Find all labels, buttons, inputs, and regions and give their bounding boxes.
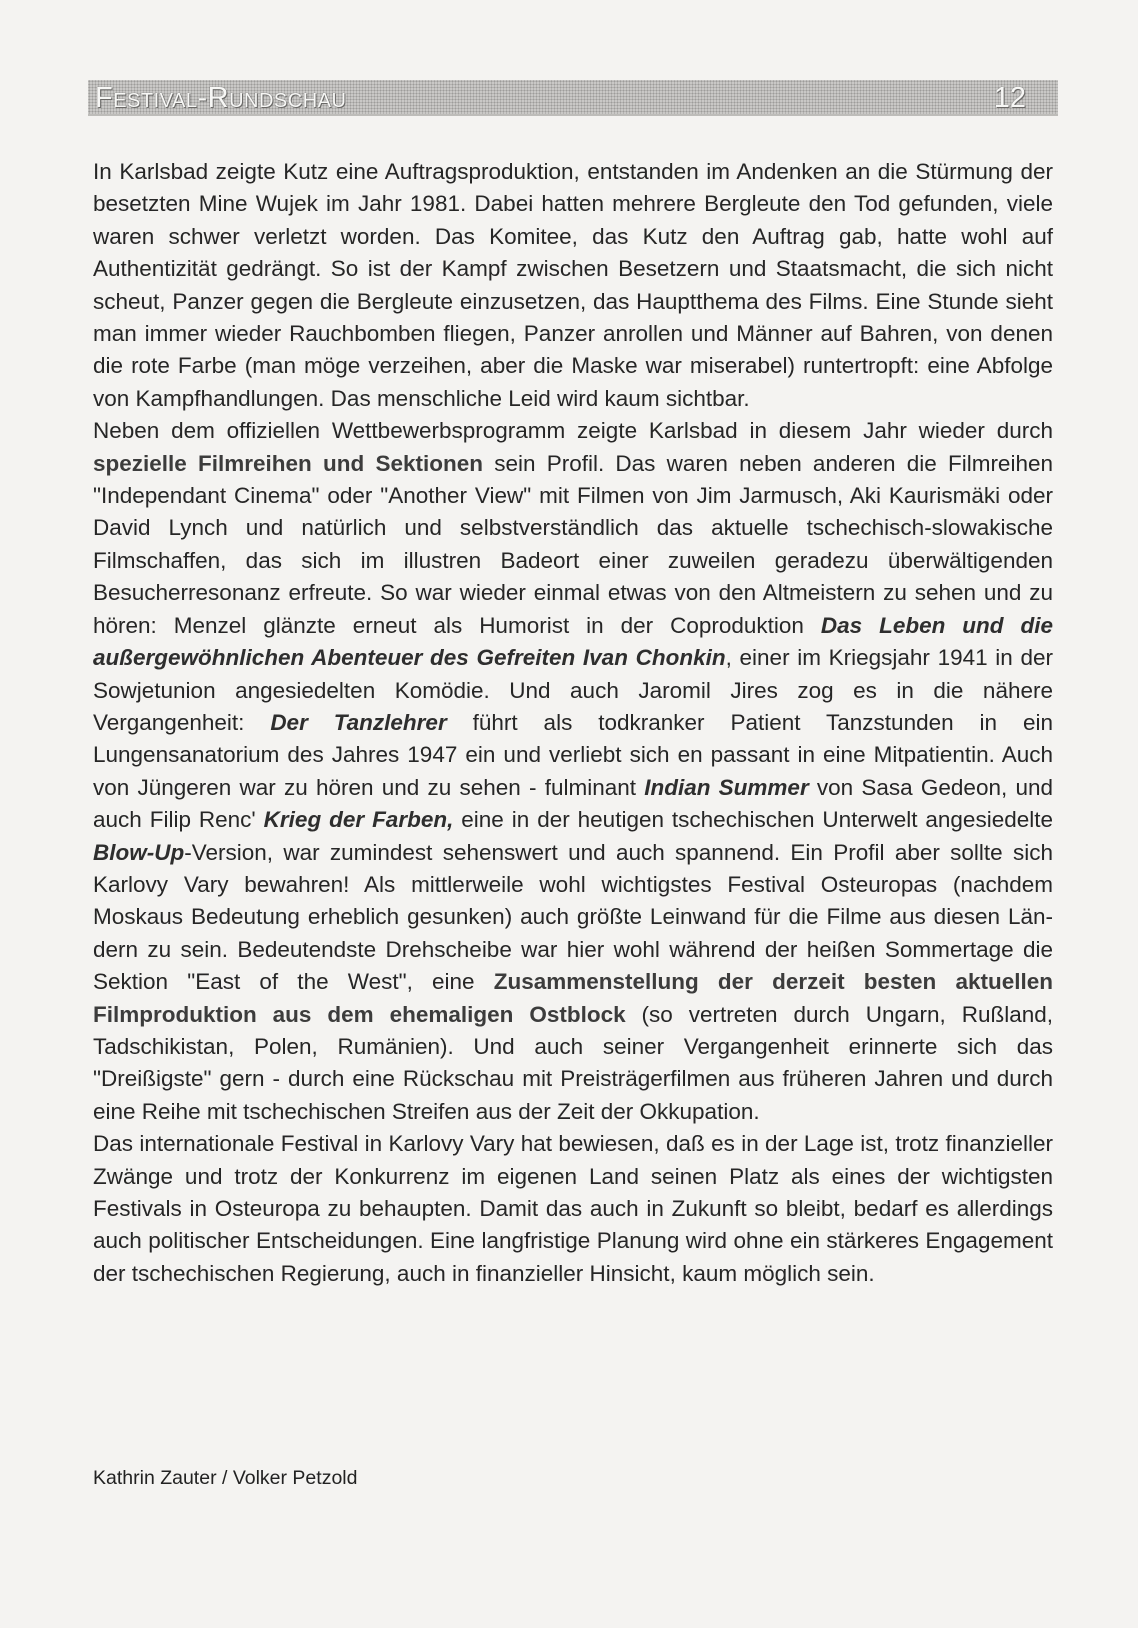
text-run: In Karlsbad zeigte Kutz eine Auftragsproduktion, entstanden im Andenken an die Stürmung der besetzten Mine Wujek im Jahr 1981. Dabei hatten mehrere Bergleute den Tod gefunden, viele waren schwer verletzt worden. Das Komitee, das Kutz den Auftrag gab, hatte wohl auf Authentizität gedrängt. So ist der Kampf zwischen Besetzern und Staatsmacht, die sich nicht scheut, Panzer gegen die Bergleute einzusetzen, das Hauptthema des Films. Eine Stunde sieht man immer wieder Rauchbomben fliegen, Panzer anrollen und Männer auf Bahren, von denen die rote Farbe (man möge verzeihen, aber die Maske war miserabel) runtertropft: eine Abfolge von Kampfhandlungen. Das menschliche Leid wird kaum sichtbar. [93, 159, 1053, 411]
text-run: Das internationale Festival in Karlovy Vary hat bewiesen, daß es in der Lage ist, trotz finanzieller Zwänge und trotz der Konkurrenz im eigenen Land seinen Platz als eines der wichtigsten Festivals in Osteuropa zu behaupten. Damit das auch in Zukunft so bleibt, bedarf es allerdings auch politischer Entscheidungen. Eine langfristige Planung wird ohne ein stärkeres Engagement der tschechischen Regierung, auch in finanzieller Hinsicht, kaum möglich sein. [93, 1131, 1053, 1286]
text-run: von Sasa Gedeon, und auch Filip Renc' [93, 774, 1053, 833]
bold-phrase: spezielle Filmreihen und Sektionen [93, 450, 483, 476]
article-body [93, 156, 1053, 1290]
film-title: Blow-Up [93, 839, 185, 865]
section-title: Festival-Rundschau [95, 82, 347, 114]
film-title: Das Leben und die außergewöhnlichen Abenteuer des Gefreiten Ivan Chonkin [93, 612, 1053, 671]
text-run: führt als todkranker Patient Tanzstunden in ein Lungensanatorium des Jahres 1947 ein und verliebt sich en passant in eine Mitpatientin. Auch von Jüngeren war zu hören und zu sehen - fulminant [93, 709, 1053, 800]
text-run: Neben dem offiziellen Wettbewerbsprogramm zeigte Karlsbad in diesem Jahr wieder durch [93, 418, 1053, 444]
film-title: Der Tanzlehrer [270, 709, 447, 735]
text-run: eine in der heutigen tschechischen Unterwelt angesiedelte [453, 807, 1053, 833]
page-number: 12 [993, 82, 1026, 114]
text-run: -Version, war zumindest sehenswert und auch spannend. Ein Profil aber sollte sich Karlovy Vary bewahren! Als mittlerweile wohl wichtigstes Festival Osteuropas (nachdem Moskaus Bedeutung erheblich gesunken) auch größte Leinwand für die Filme aus diesen Ländern zu sein. Bedeutendste Drehscheibe war hier wohl während der heißen Sommertage die Sektion "East of the West", eine [93, 839, 1053, 995]
text-run: sein Profil. Das waren neben anderen die Filmreihen "Independant Cinema" oder "Another View" mit Filmen von Jim Jarmusch, Aki Kaurismäki oder David Lynch und natürlich und selbstverständlich das aktuelle tschechisch-slowakische Filmschaffen, das sich im illustren Badeort einer zuweilen geradezu überwältigenden Besucherresonanz erfreute. So war wieder einmal etwas von den Altmeistern zu sehen und zu hören: Menzel glänzte erneut als Humorist in der Coproduktion [93, 450, 1053, 638]
article-paragraph [93, 156, 1053, 415]
text-run: , einer im Kriegsjahr 1941 in der Sowjetunion angesiedelten Komödie. Und auch Jaromil Jires zog es in die nähere Vergangenheit: [93, 645, 1054, 735]
article-paragraph [93, 1128, 1053, 1290]
author-signature: Kathrin Zauter / Volker Petzold [93, 1467, 358, 1489]
bold-phrase: Zusammenstellung der derzeit besten aktuellen Filmproduktion aus dem ehemaligen Ostblock [93, 969, 1054, 1027]
section-header-bar [88, 80, 1058, 116]
film-title: Krieg der Farben, [263, 807, 454, 833]
text-run: (so vertreten durch Ungarn, Rußland, Tadschikistan, Polen, Rumänien). Und auch seiner Vergangenheit erinnerte sich das "Dreißigste" gern - durch eine Rückschau mit Preisträgerfilmen aus früheren Jahren und durch eine Reihe mit tschechischen Streifen aus der Zeit der Okkupation. [93, 1001, 1053, 1124]
article-paragraph [93, 415, 1053, 1128]
film-title: Indian Summer [644, 774, 809, 800]
